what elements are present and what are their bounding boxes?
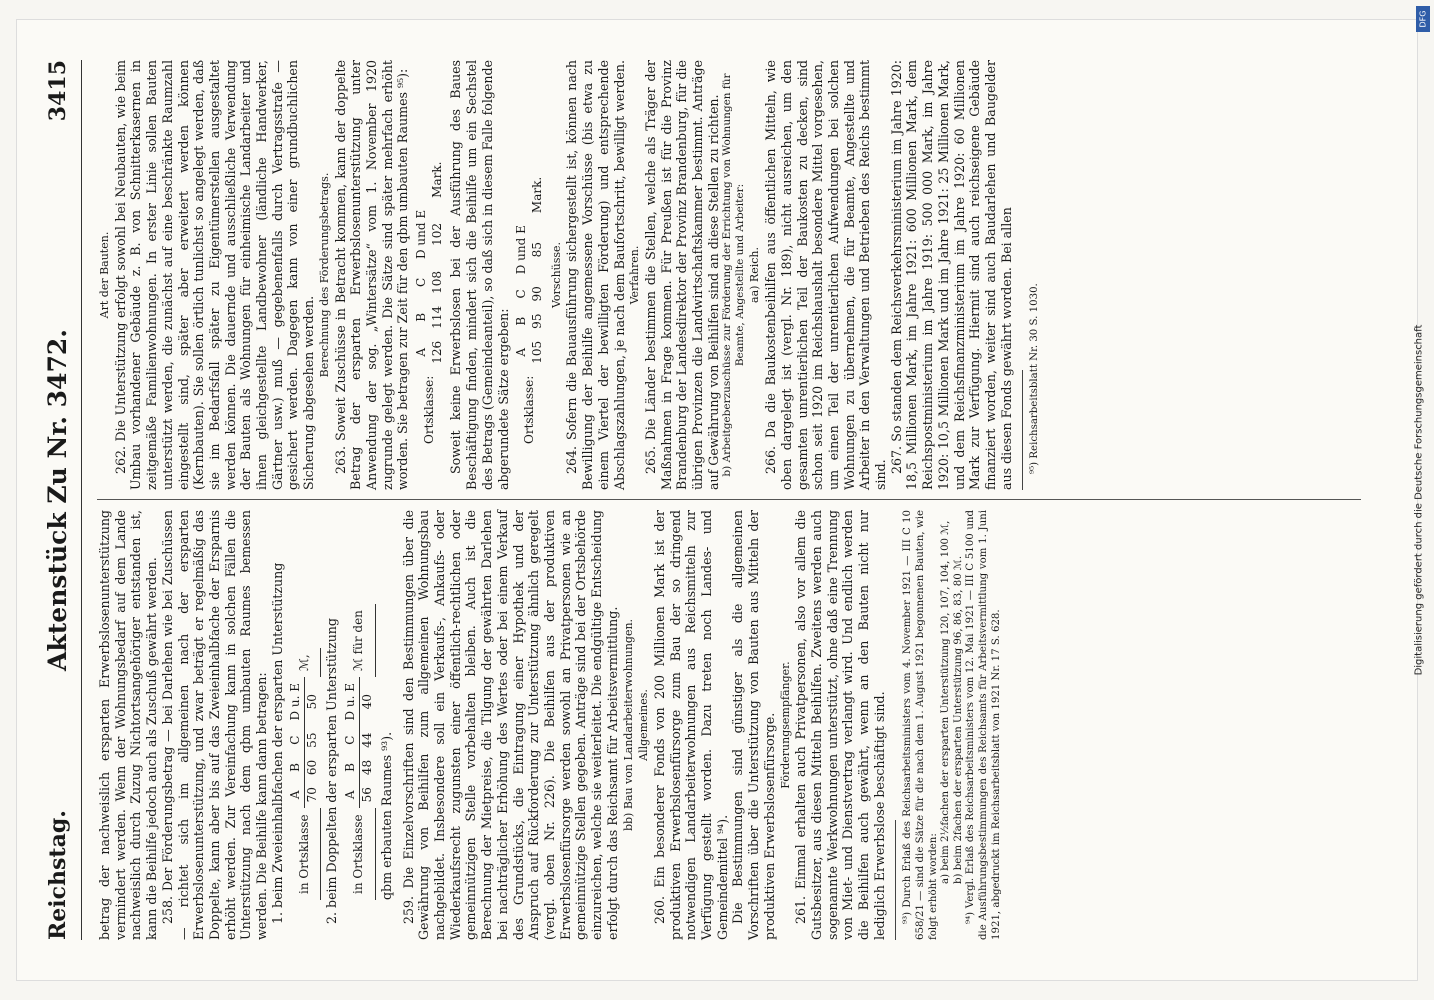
table-cell: 95: [529, 313, 544, 329]
table-cell: 105: [529, 340, 544, 364]
table-cell: 90: [529, 286, 544, 302]
footnote-93b: b) beim 2fachen der ersparten Unterstützung 96, 86, 83, 80 ℳ.: [952, 555, 964, 884]
table-head: B: [288, 754, 304, 781]
table-cell: 40: [359, 694, 374, 710]
section-subheading: Vorschüsse.: [549, 241, 563, 309]
table-head: D und E: [414, 209, 429, 259]
paragraph-265: 265. Die Länder bestimmen die Stellen, welche als Träger der Maßnahmen in Frage kommen. Für Preußen ist für die Provinz Brandenburg der Landesdirektor der Provinz Brandenburg, für die übrigen Provinzen die Landwirtschaftskammer bestimmt. Anträge auf Gewährung von Beihilfen sind an diese Stellen zu richten.: [642, 60, 721, 490]
table-cell: 126: [429, 340, 444, 364]
section-subheading: Verfahren.: [628, 245, 642, 305]
table-cell: 114: [429, 305, 444, 329]
paragraph-267: 267. So standen dem Reichsverkehrsministerium im Jahre 1920: 18,5 Millionen Mark, im Jahre 1921: 600 Millionen Mark, dem Reichspostministerium im Jahre 1919: 500 000 Mark, im Jahre 1920: 10,5 Millionen Mark und im Jahre 1921: 25 Millionen Mark, und dem Reichsfinanzministerium im Jahre 1920: 60 Millionen Mark zur Verfügung. Hiermit sind auch reichseigene Gebäude finanziert worden, weiter sind auch Baudarlehen und Baugelder aus diesen Fonds gewährt worden. Bei allen: [888, 60, 1014, 490]
paragraph-263: 263. Soweit Zuschüsse in Betracht kommen, kann der doppelte Betrag der ersparten Erwerbslosenunterstützung unter Anwendung der sog. „Wintersätze“ vom 1. November 1920 zugrunde gelegt werden. Die Sätze sind später mehrfach erhöht worden. Sie betragen zur Zeit für den qbm umbauten Raumes ⁹⁵):: [332, 60, 411, 490]
table-cell: 55: [305, 732, 320, 748]
table-head: B: [343, 754, 359, 781]
right-column: [97, 60, 1042, 490]
table-cell: 108: [429, 271, 444, 294]
table-head: A: [414, 347, 429, 357]
list-item-1: 1. beim Zweieinhalbfachen der ersparten Unterstützung: [269, 562, 285, 924]
page-number: 3415: [45, 60, 71, 122]
table-cell: 70: [305, 787, 320, 803]
list-item-2-end: qbm erbauten Raumes ⁹³).: [378, 731, 394, 900]
table-head: D und E: [514, 225, 529, 275]
rate-table-3: [414, 156, 445, 450]
list-item-2: 2. beim Doppelten der ersparten Unterstützung: [324, 618, 340, 924]
paragraph-261: 261. Einmal erhalten auch Privatpersonen, also vor allem die Gutsbesitzer, aus diesen Mitteln Beihilfen. Zweitens werden auch sogenannte Werkwohnungen unterstützt, ohne daß eine Trennung von Miet- und Dienstvertrag verlangt wird. Und endlich werden die Beihilfen auch gewährt, wenn an den Bauten nicht nur lediglich Erwerbslose beschäftigt sind.: [793, 510, 887, 940]
paragraph-259: 259. Die Einzelvorschriften sind den Bestimmungen über die Gewährung von Beihilfen zum allgemeinen Wohnungsbau nachgebildet. Insbesondere soll ein Verkaufs-, Ankaufs- oder Wiederkaufsrecht zugunsten einer öffentlich-rechtlichen oder gemeinnützigen Stelle vorbehalten bleiben. Auch ist die Berechnung der Mietpreise, die Tilgung der gewährten Darlehen bei nachträglicher Erhöhung des Wertes oder bei einem Verkauf des Grundstücks, die Eintragung einer Hypothek und der Anspruch auf Rückforderung zur Unterstützung ähnlich geregelt (vergl. oben Nr. 226). Die Beihilfen aus der produktiven Erwerbslosenfürsorge werden sowohl an Privatpersonen wie an gemeinnützige Stellen gegeben. Anträge sind bei der Ortsbehörde einzureichen, welche sie weiterleitet. Die endgültige Entscheidung erfolgt durch das Reichsamt für Arbeitsvermittlung.: [400, 510, 620, 940]
footnote-rule: [895, 820, 896, 940]
table-cell: 48: [359, 759, 374, 776]
table-head: C: [514, 289, 529, 299]
table-head: D u. E: [343, 677, 359, 727]
paragraph: Soweit keine Erwerbslosen bei der Ausführung des Baues Beschäftigung finden, mindert sich die Beihilfe um ein Sechstel des Betrags (Gemeindeanteil), so daß sich in diesem Falle folgende abgerundete Sätze ergeben:: [448, 60, 511, 490]
footnote-93: ⁹³) Durch Erlaß des Reichsarbeitsministers vom 4. November 1921 — III C 10 658/21 — sind die Sätze für die nach dem 1. August 1921 begonnenen Bauten, wie folgt erhöht worden:: [902, 510, 939, 940]
page-header: [41, 60, 82, 940]
section-heading: b) Arbeitgeberzuschüsse zur Förderung der Errichtung von Wohnungen für Beamte, Angestellte und Arbeiter:: [721, 73, 747, 477]
paragraph-258: 258. Der Förderungsbetrag — bei Darlehen wie bei Zuschüssen — richtet sich im allgemeinen nach der ersparten Erwerbslosenunterstützung, und zwar beträgt er regelmäßig das Doppelte, kann aber bis auf das Zweieinhalbfache der Ersparnis erhöht werden. Zur Vereinfachung kann in solchen Fällen die Unterstützung nach dem qbm umbauten Raumes bemessen werden. Die Beihilfe kann dann betragen:: [159, 510, 270, 940]
table-head: D u. E: [288, 677, 304, 727]
rate-table-2: [343, 604, 376, 900]
footnote-94: ⁹⁴) Vergl. Erlaß des Reichsarbeitsministers vom 12. Mai 1921 — III C 5100 und die Ausführungsbestimmungen des Reichsamts für Arbeitsvermittlung vom 1. Juni 1921, abgedruckt im Reichsarbeitsblatt von 1921 Nr. 17 S. 628.: [965, 510, 1002, 940]
section-heading: bb) Bau von Landarbeiterwohnungen.: [621, 618, 635, 832]
footnote-93a: a) beim 2½fachen der ersparten Unterstützung 120, 107, 104, 100 ℳ,: [940, 520, 952, 884]
table-cell: 60: [305, 759, 320, 776]
paragraph: betrag der nachweislich ersparten Erwerbslosenunterstützung vermindert werden. Wenn der Wohnungsbedarf auf dem Lande nachweislich durch Zuzug Nichtortsangehöriger entstanden ist, kann die Beihilfe jedoch auch als Zuschuß gewährt werden.: [97, 510, 160, 940]
table-head: C: [414, 277, 429, 288]
section-subheading: Allgemeines.: [637, 689, 651, 761]
section-subheading: Art der Bauten.: [98, 231, 111, 319]
paragraph-264: 264. Sofern die Bauausführung sichergestellt ist, können nach Bewilligung der Beihilfe angemessene Vorschüsse (bis etwa zu einem Viertel der bewilligten Förderung) und entsprechende Abschlagszahlungen, je nach dem Baufortschritt, bewilligt werden.: [564, 59, 627, 490]
section-subheading: Berechnung des Förderungsbetrags.: [317, 172, 331, 378]
table-head: B: [514, 316, 529, 326]
table-head: C: [288, 727, 304, 754]
rate-table-1: [288, 648, 321, 900]
column-divider: [97, 499, 1361, 500]
table-cell: 50: [305, 694, 320, 710]
table-head: A: [288, 781, 304, 808]
table-head: C: [343, 727, 359, 754]
table-unit: Mark.: [529, 176, 544, 214]
table-label: Ortsklasse:: [522, 375, 537, 444]
footnote-95: ⁹⁵) Reichsarbeitsblatt Nr. 30 S. 1030.: [1029, 283, 1041, 474]
table-cell: 56: [359, 787, 374, 803]
footnote-rule: [1022, 370, 1023, 490]
paragraph-266: 266. Da die Baukostenbeihilfen aus öffentlichen Mitteln, wie oben dargelegt ist (vergl. Nr. 189), nicht ausreichen, um den gesamten unrentierlichen Teil der Baukosten zu decken, sind schon seit 1920 im Reichshaushalt besondere Mittel vorgesehen, um einen Teil der unrentierlichen Aufwendungen bei solchen Wohnungen zu übernehmen, die für Beamte, Angestellte und Arbeiter in den Verwaltungen und Betrieben des Reichs bestimmt sind.: [763, 60, 889, 490]
table-cell: 102: [429, 222, 444, 246]
paragraph-260: 260. Ein besonderer Fonds von 200 Millionen Mark ist der produktiven Erwerbslosenfürsorge zum Bau der so dringend notwendigen Landarbeiterwohnungen aus Reichsmitteln zur Verfügung gestellt worden. Dazu treten noch Landes- und Gemeindemittel ⁹⁴).: [651, 510, 730, 940]
table-label: in Ortsklasse: [288, 808, 320, 900]
table-unit: ℳ für den: [343, 604, 375, 677]
digitization-credit: [1408, 6, 1430, 994]
dfg-logo: DFG: [1416, 6, 1430, 32]
table-unit: Mark.: [429, 161, 444, 198]
table-head: A: [514, 347, 529, 357]
document-page: [17, 20, 1417, 980]
paragraph-262: 262. Die Unterstützung erfolgt sowohl bei Neubauten, wie beim Umbau vorhandener Gebäude z. B. von Schnitterkasernen in zeitgemäße Familienwohnungen. In erster Linie sollen Bauten unterstützt werden, die zunächst auf eine beschränkte Raumzahl eingestellt sind, später aber erweitert werden können (Kernbauten). Sie sollen örtlich tunlichst so angelegt werden, daß sie im Bedarfsfall später zu Eigentümerstellen ausgestaltet werden können. Die dauernde und ausschließliche Verwendung der Bauten als Wohnungen für einheimische Landarbeiter und ihnen gleichgestellte Landbewohner (ländliche Handwerker, Gärtner usw.) muß — gegebenenfalls durch Vertragsstrafe — gesichert werden. Dagegen kann von einer grundbuchlichen Sicherung abgesehen werden.: [112, 60, 317, 490]
table-head: B: [414, 312, 429, 322]
paragraph: Die Bestimmungen sind günstiger als die allgemeinen Vorschriften über die Unterstützung von Bauten aus Mitteln der produktiven Erwerbslosenfürsorge.: [730, 510, 777, 940]
section-subheading: Förderungsempfänger.: [778, 661, 792, 789]
rate-table-4: [514, 171, 545, 450]
header-title: Aktenstück Zu Nr. 3472.: [43, 329, 72, 671]
table-head: A: [343, 781, 359, 808]
header-left: Reichstag.: [45, 810, 71, 940]
section-subheading: aa) Reich.: [748, 247, 762, 303]
table-label: in Ortsklasse: [343, 808, 375, 900]
table-cell: 85: [529, 242, 544, 258]
left-column: [97, 510, 1003, 940]
table-unit: ℳ,: [288, 648, 320, 677]
credit-text: Digitalisierung gefördert durch die Deutsche Forschungsgemeinschaft: [1413, 324, 1425, 676]
table-cell: 44: [359, 732, 374, 748]
table-label: Ortsklasse:: [421, 375, 436, 444]
